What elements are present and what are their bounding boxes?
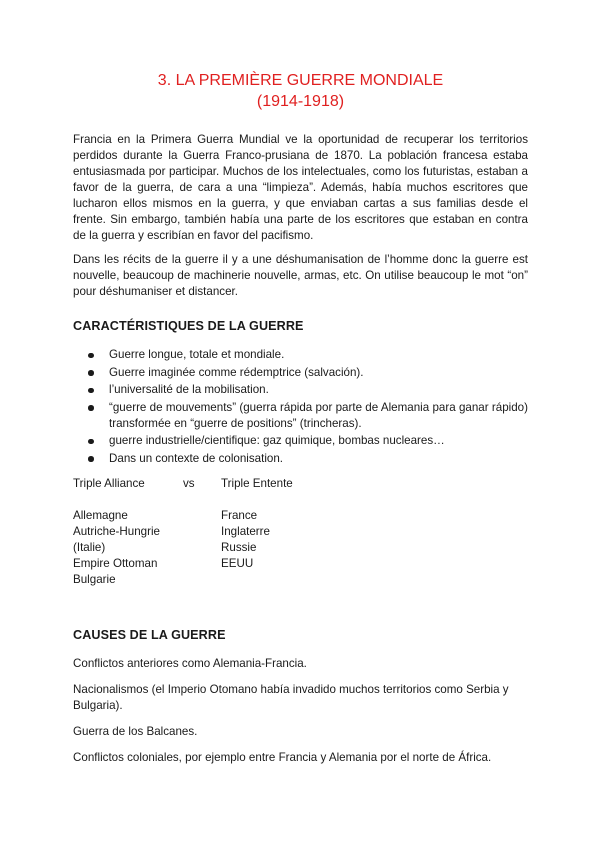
cause-paragraph: Guerra de los Balcanes. — [73, 724, 198, 738]
bullet-icon — [88, 388, 94, 394]
bullet-icon — [88, 405, 94, 411]
alliances-members — [73, 508, 528, 590]
triple-entente-members — [221, 508, 270, 572]
versus-label: vs — [183, 476, 195, 490]
characteristics-list — [73, 347, 528, 467]
intro-paragraph-spanish: Francia en la Primera Guerra Mundial ve la oportunidad de recuperar los territorios perdidos durante la Guerra Franco-prusiana de 1870. La población francesa estaba entusiasmada por participar. Muchos de los intelectuales, como los futuristas, estaban a favor de la guerra, de cara a una “limpieza”. Además, había muchos escritores que lucharon ellos mismos en la guerra, y que enviaban cartas a sus familias desde el frente. Sin embargo, también había una parte de los escritores que estaban en contra de la guerra y escribían en favor del pacifismo. — [73, 133, 528, 242]
alliance-member: Allemagne — [73, 508, 128, 522]
entente-member: France — [221, 508, 258, 522]
list-item — [73, 451, 528, 467]
triple-alliance-heading: Triple Alliance — [73, 476, 145, 490]
document-page — [73, 70, 528, 766]
list-item-text: “guerre de mouvements” (guerra rápida por parte de Alemania para ganar rápido) transformée en “guerre de positions” (trincheras). — [109, 400, 528, 430]
list-item — [73, 400, 528, 432]
alliance-member: (Italie) — [73, 540, 106, 554]
alliance-member: Empire Ottoman — [73, 556, 158, 570]
list-item-text: Dans un contexte de colonisation. — [109, 451, 284, 465]
bullet-icon — [88, 370, 94, 376]
title-line-2: (1914-1918) — [256, 93, 345, 110]
bullet-icon — [88, 456, 94, 462]
alliances-header — [73, 476, 528, 492]
list-item — [73, 433, 528, 449]
page-title — [73, 70, 528, 112]
list-item — [73, 365, 528, 381]
alliance-member: Autriche-Hungrie — [73, 524, 160, 538]
intro-paragraph-french: Dans les récits de la guerre il y a une déshumanisation de l’homme donc la guerre est nouvelle, beaucoup de machinerie nouvelle, armas, etc. On utilise beaucoup le mot “on” pour déshumaniser et distancer. — [73, 253, 528, 298]
cause-paragraph: Conflictos coloniales, por ejemplo entre Francia y Alemania por el norte de África. — [73, 750, 492, 764]
list-item-text: Guerre longue, totale et mondiale. — [109, 348, 285, 361]
cause-paragraph: Nacionalismos (el Imperio Otomano había invadido muchos territorios como Serbia y Bulgaria). — [73, 682, 509, 712]
entente-member: EEUU — [221, 556, 254, 570]
characteristics-heading: CARACTÉRISTIQUES DE LA GUERRE — [73, 319, 304, 333]
cause-paragraph: Conflictos anteriores como Alemania-Francia. — [73, 656, 307, 670]
bullet-icon — [88, 439, 94, 445]
triple-alliance-members — [73, 508, 160, 588]
list-item-text: Guerre imaginée comme rédemptrice (salvación). — [109, 365, 364, 379]
entente-member: Russie — [221, 540, 257, 554]
bullet-icon — [88, 353, 94, 359]
list-item-text: guerre industrielle/cientifique: gaz quimique, bombas nucleares… — [109, 434, 445, 447]
list-item — [73, 382, 528, 398]
list-item — [73, 347, 528, 363]
list-item-text: l’universalité de la mobilisation. — [109, 383, 269, 396]
title-line-1: 3. LA PREMIÈRE GUERRE MONDIALE — [157, 72, 444, 89]
entente-member: Inglaterre — [221, 524, 270, 538]
causes-heading: CAUSES DE LA GUERRE — [73, 627, 226, 642]
triple-entente-heading: Triple Entente — [221, 476, 293, 490]
alliance-member: Bulgarie — [73, 572, 116, 586]
